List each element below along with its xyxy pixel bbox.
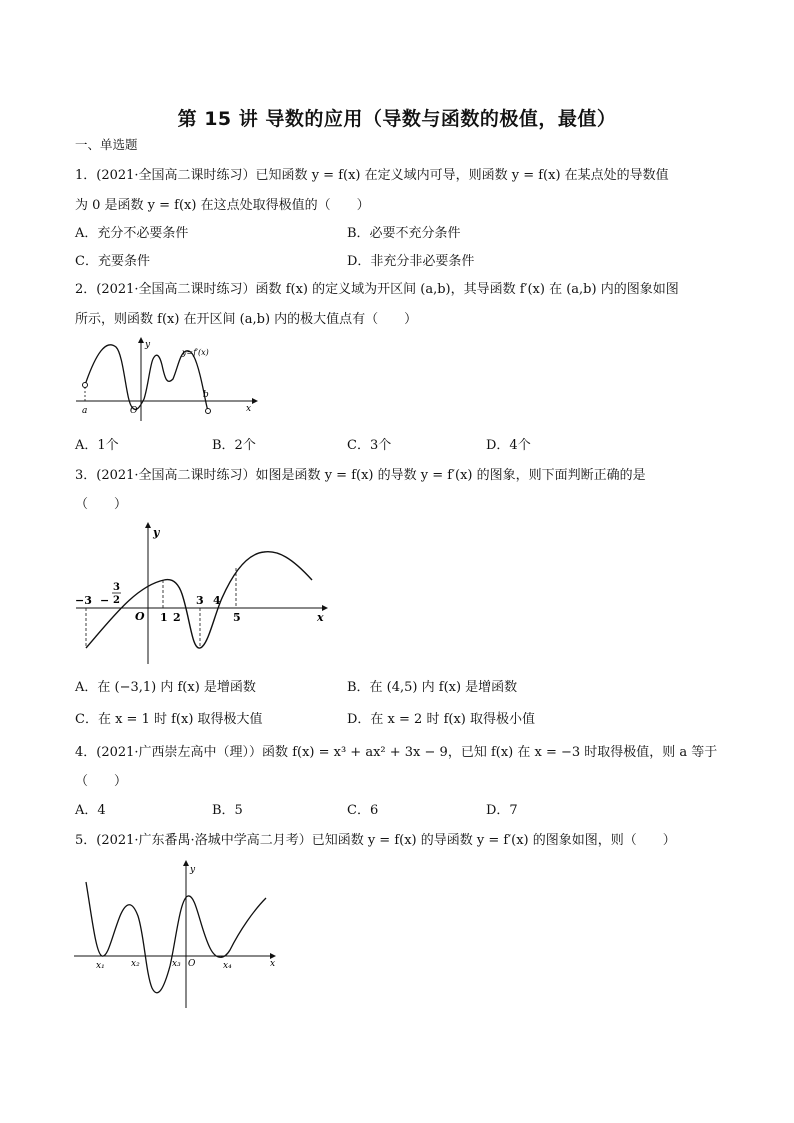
q5-x-label: x: [270, 959, 276, 969]
q2-option-a: A．1个: [75, 438, 119, 453]
section-heading: 一、单选题: [75, 137, 138, 152]
q5-derivative-graph: [70, 858, 282, 1010]
q2-option-d: D．4个: [486, 438, 531, 453]
q5-x3-label: x₃: [172, 959, 181, 969]
q2-stem-line1: 2．(2021·全国高二课时练习）函数 f(x) 的定义域为开区间 (a,b)，其导函数 f′(x) 在 (a,b) 内的图象如图: [75, 282, 679, 297]
q4-stem-line2: （ ）: [75, 774, 128, 789]
q2-origin-label: O: [130, 406, 138, 416]
q5-stem-line1: 5．(2021·广东番禺·洛城中学高二月考）已知函数 y = f(x) 的导函数 y = f′(x) 的图象如图，则（ ）: [75, 833, 676, 848]
q3-tick-5: 5: [233, 611, 241, 624]
q1-option-a: A．充分不必要条件: [75, 226, 189, 241]
q4-option-a: A．4: [75, 803, 106, 818]
q2-x-label: x: [246, 404, 252, 414]
q3-tick-3: 3: [196, 594, 204, 607]
q1-stem-line2: 为 0 是函数 y = f(x) 在这点处取得极值的（ ）: [75, 198, 370, 213]
q2-derivative-graph: [70, 335, 260, 425]
q3-stem-line2: （ ）: [75, 497, 128, 512]
q3-option-b: B．在 (4,5) 内 f(x) 是增函数: [347, 680, 518, 695]
q1-option-b: B．必要不充分条件: [347, 226, 461, 241]
q3-x-label: x: [317, 611, 324, 624]
q2-a-label: a: [82, 406, 88, 416]
q3-option-d: D．在 x = 2 时 f(x) 取得极小值: [347, 712, 535, 727]
q4-option-c: C．6: [347, 803, 379, 818]
q2-option-b: B．2个: [212, 438, 256, 453]
q4-option-d: D．7: [486, 803, 518, 818]
q2-option-c: C．3个: [347, 438, 392, 453]
q3-tick-2: 2: [173, 611, 181, 624]
q2-stem-line2: 所示，则函数 f(x) 在开区间 (a,b) 内的极大值点有（ ）: [75, 312, 418, 327]
q2-y-label: y: [145, 340, 151, 350]
q5-x1-label: x₁: [96, 961, 105, 971]
q3-tick-1: 1: [160, 611, 168, 624]
q3-minus-sign: −: [100, 594, 110, 607]
q3-frac-num: 3: [113, 582, 120, 593]
q3-tick-4: 4: [213, 594, 221, 607]
q1-stem-line1: 1．(2021·全国高二课时练习）已知函数 y = f(x) 在定义域内可导，则函数 y = f(x) 在某点处的导数值: [75, 168, 669, 183]
q1-option-c: C．充要条件: [75, 254, 150, 269]
q5-x2-label: x₂: [131, 959, 140, 969]
q4-stem-line1: 4．(2021·广西崇左高中（理））函数 f(x) = x³ + ax² + 3x − 9，已知 f(x) 在 x = −3 时取得极值，则 a 等于: [75, 745, 718, 760]
q2-b-label: b: [203, 390, 209, 400]
q3-origin-label: O: [135, 610, 145, 623]
q5-y-label: y: [190, 865, 196, 875]
page-title: 第 15 讲 导数的应用（导数与函数的极值，最值）: [177, 108, 617, 130]
q5-origin-label: O: [188, 959, 196, 969]
q1-option-d: D．非充分非必要条件: [347, 254, 475, 269]
q3-derivative-graph: [72, 518, 332, 668]
q3-option-c: C．在 x = 1 时 f(x) 取得极大值: [75, 712, 263, 727]
q3-frac-den: 2: [113, 595, 120, 606]
q3-y-label: y: [153, 526, 160, 539]
q2-curve-label: y=f′(x): [182, 348, 209, 357]
q3-stem-line1: 3．(2021·全国高二课时练习）如图是函数 y = f(x) 的导数 y = f′(x) 的图象，则下面判断正确的是: [75, 468, 646, 483]
q5-x4-label: x₄: [223, 961, 232, 971]
q3-option-a: A．在 (−3,1) 内 f(x) 是增函数: [75, 680, 256, 695]
q4-option-b: B．5: [212, 803, 243, 818]
q3-tick-minus3: −3: [75, 594, 92, 607]
